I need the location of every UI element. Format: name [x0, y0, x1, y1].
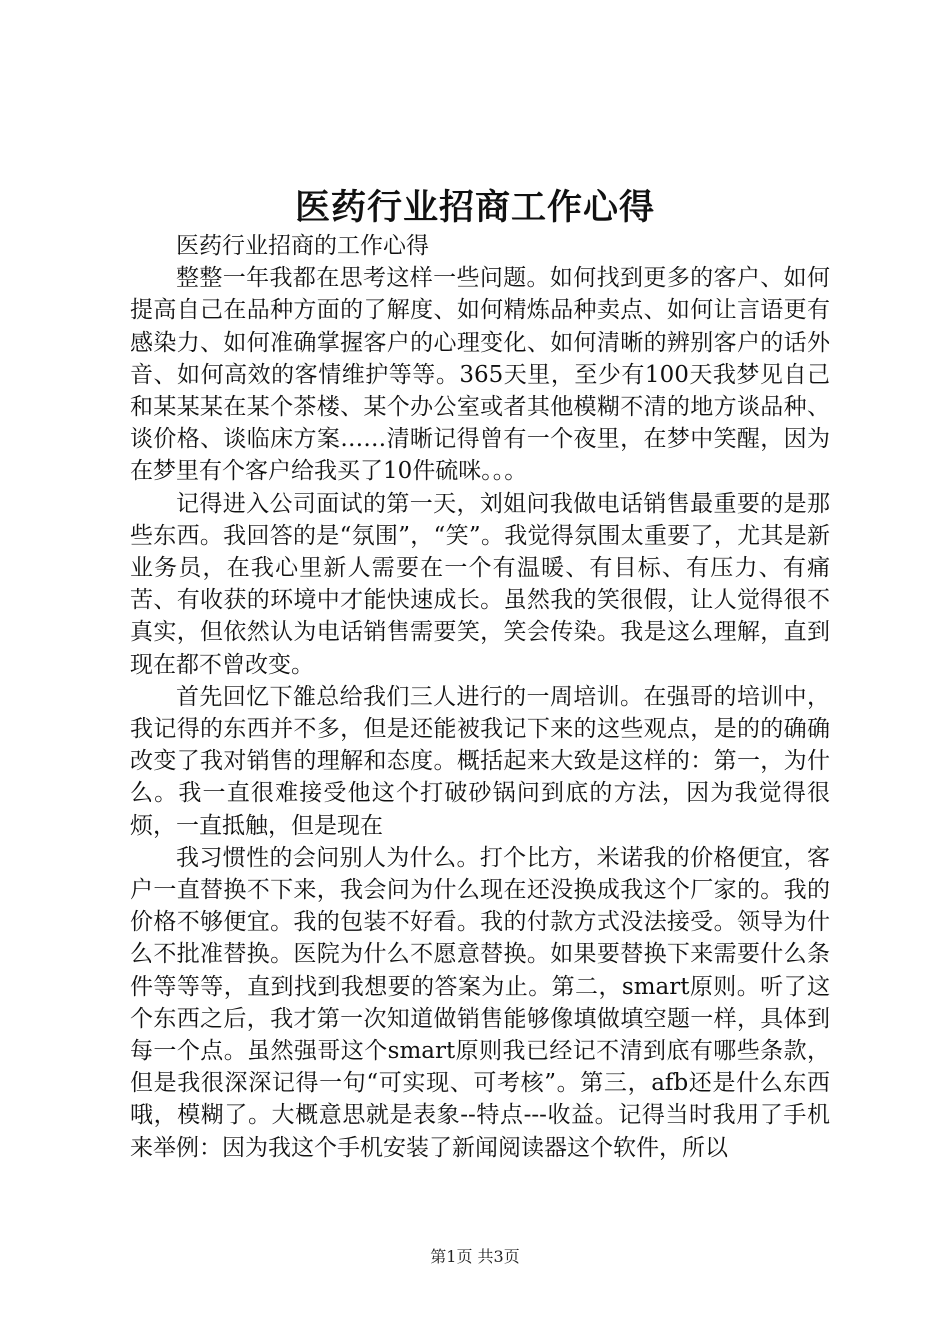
document-body [130, 230, 830, 1164]
paragraph: 我习惯性的会问别人为什么。打个比方，米诺我的价格便宜，客户一直替换不下来，我会问为什么现在还没换成我这个厂家的。我的价格不够便宜。我的包装不好看。我的付款方式没法接受。领导为什么不批准替换。医院为什么不愿意替换。如果要替换下来需要什么条件等等等，直到找到我想要的答案为止。第二，smart原则。听了这个东西之后，我才第一次知道做销售能够像填做填空题一样，具体到每一个点。虽然强哥这个smart原则我已经记不清到底有哪些条款，但是我很深深记得一句“可实现、可考核”。第三，afb还是什么东西哦，模糊了。大概意思就是表象--特点---收益。记得当时我用了手机来举例：因为我这个手机安装了新闻阅读器这个软件，所以 [130, 844, 830, 1161]
document-title: 医药行业招商工作心得 [294, 187, 655, 228]
paragraph: 首先回忆下雒总给我们三人进行的一周培训。在强哥的培训中，我记得的东西并不多，但是还能被我记下来的这些观点，是的的确确改变了我对销售的理解和态度。概括起来大致是这样的：第一，为什么。我一直很难接受他这个打破砂锅问到底的方法，因为我觉得很烦，一直抵触，但是现在 [130, 683, 830, 839]
paragraph: 记得进入公司面试的第一天，刘姐问我做电话销售最重要的是那些东西。我回答的是“氛围”，“笑”。我觉得氛围太重要了，尤其是新业务员，在我心里新人需要在一个有温暖、有目标、有压力、有痛苦、有收获的环境中才能快速成长。虽然我的笑很假，让人觉得很不真实，但依然认为电话销售需要笑，笑会传染。我是这么理解，直到现在都不曾改变。 [130, 490, 830, 678]
paragraph: 整整一年我都在思考这样一些问题。如何找到更多的客户、如何提高自己在品种方面的了解度、如何精炼品种卖点、如何让言语更有感染力、如何准确掌握客户的心理变化、如何清晰的辨别客户的话外音、如何高效的客情维护等等。365天里，至少有100天我梦见自己和某某某在某个茶楼、某个办公室或者其他模糊不清的地方谈品种、谈价格、谈临床方案……清晰记得曾有一个夜里，在梦中笑醒，因为在梦里有个客户给我买了10件硫咪。。。 [130, 265, 830, 485]
paragraph: 医药行业招商的工作心得 [176, 233, 429, 259]
page-footer: 第1页 共3页 [430, 1247, 520, 1266]
